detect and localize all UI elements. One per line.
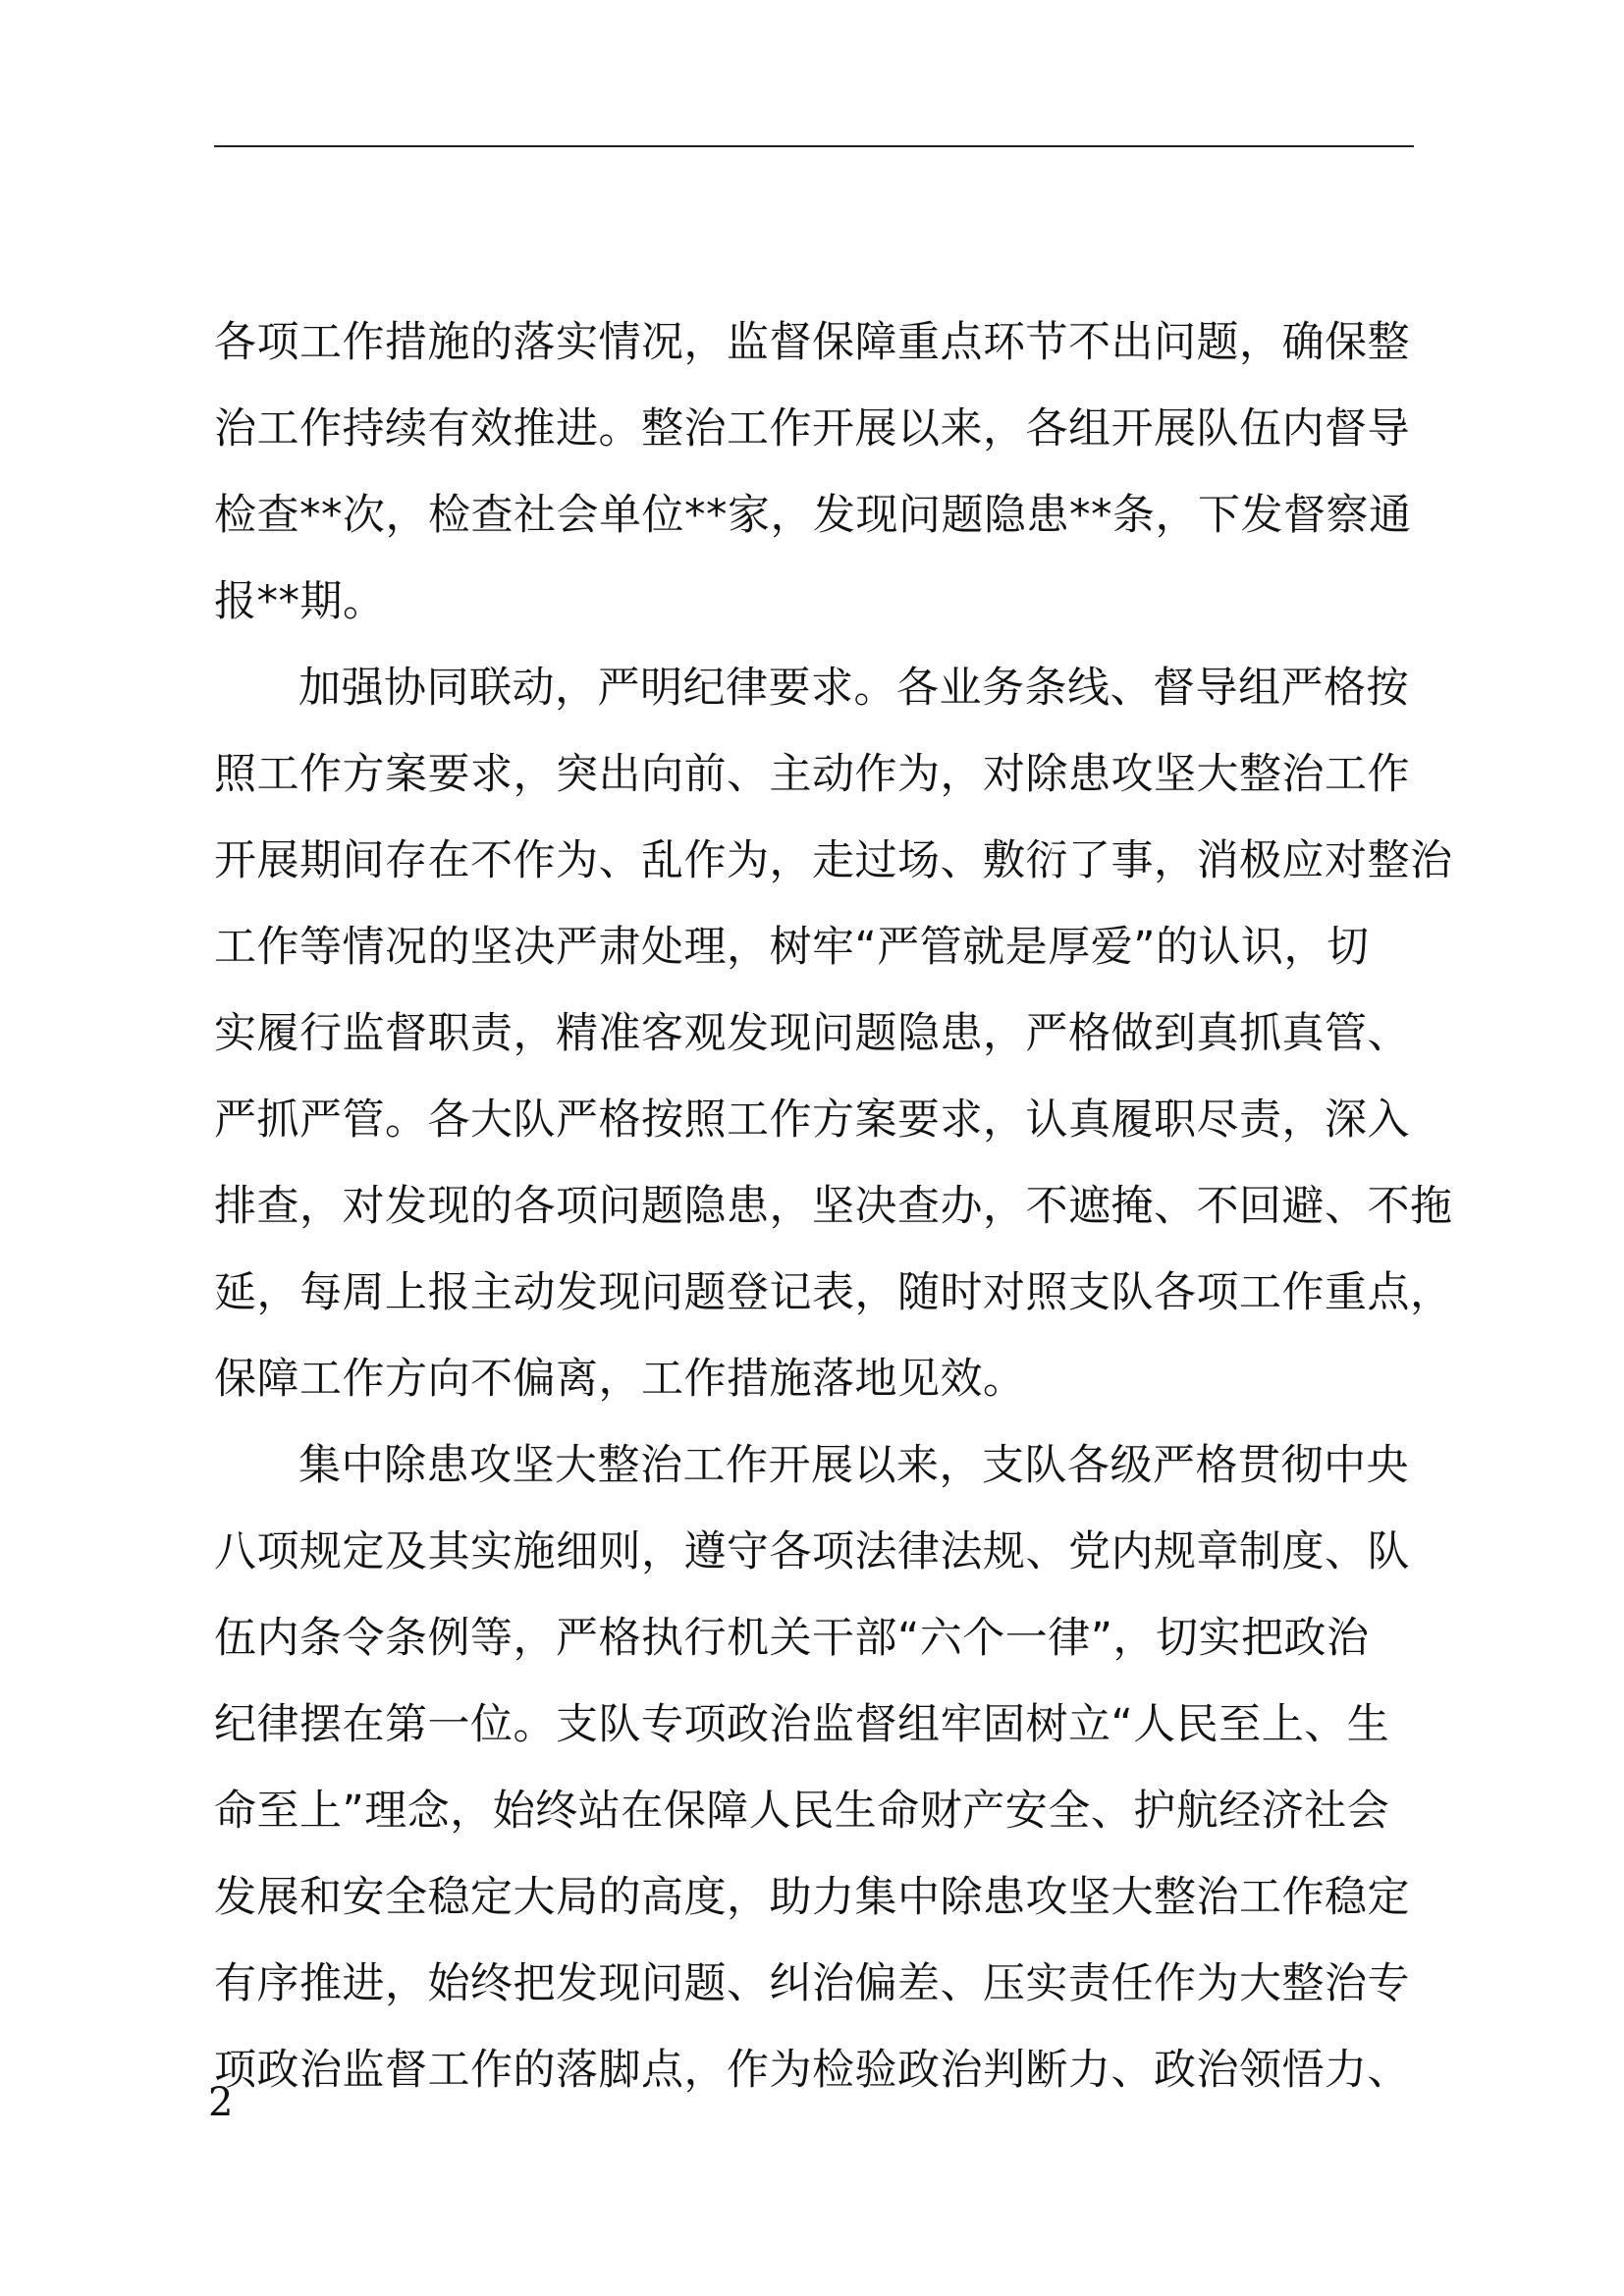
header-rule xyxy=(214,145,1414,147)
text-line: 治工作持续有效推进。整治工作开展以来，各组开展队伍内督导 xyxy=(214,404,1410,454)
text-line: 检查**次，检查社会单位**家，发现问题隐患**条，下发督察通 xyxy=(214,491,1412,540)
text-line: 工作等情况的坚决严肃处理，树牢“严管就是厚爱”的认识，切 xyxy=(214,923,1370,972)
text-line: 报**期。 xyxy=(214,577,386,626)
text-line: 排查，对发现的各项问题隐患，坚决查办，不遮掩、不回避、不拖 xyxy=(214,1182,1453,1231)
text-line: 集中除患攻坚大整治工作开展以来，支队各级严格贯彻中央 xyxy=(298,1441,1409,1490)
text-line: 照工作方案要求，突出向前、主动作为，对除患攻坚大整治工作 xyxy=(214,750,1410,799)
paragraph-3 xyxy=(214,1422,1422,2113)
document-body xyxy=(214,299,1453,2113)
page-number: 2 xyxy=(208,2080,234,2125)
text-line: 实履行监督职责，精准客观发现问题隐患，严格做到真抓真管、 xyxy=(214,1009,1410,1058)
text-line: 严抓严管。各大队严格按照工作方案要求，认真履职尽责，深入 xyxy=(214,1095,1410,1145)
text-line: 发展和安全稳定大局的高度，助力集中除患攻坚大整治工作稳定 xyxy=(214,1873,1410,1922)
paragraph-1 xyxy=(214,299,1422,645)
text-line: 开展期间存在不作为、乱作为，走过场、敷衍了事，消极应对整治 xyxy=(214,836,1453,885)
text-line: 保障工作方向不偏离，工作措施落地见效。 xyxy=(214,1355,1026,1404)
text-line: 延，每周上报主动发现问题登记表，随时对照支队各项工作重点， xyxy=(214,1268,1453,1317)
text-line: 伍内条令条例等，严格执行机关干部“六个一律”，切实把政治 xyxy=(214,1614,1370,1663)
text-line: 命至上”理念，始终站在保障人民生命财产安全、护航经济社会 xyxy=(214,1787,1390,1836)
text-line: 项政治监督工作的落脚点，作为检验政治判断力、政治领悟力、 xyxy=(214,2046,1410,2095)
text-line: 各项工作措施的落实情况，监督保障重点环节不出问题，确保整 xyxy=(214,318,1410,367)
text-line: 纪律摆在第一位。支队专项政治监督组牢固树立“人民至上、生 xyxy=(214,1700,1390,1749)
text-line: 有序推进，始终把发现问题、纠治偏差、压实责任作为大整治专 xyxy=(214,1959,1410,2008)
text-line: 加强协同联动，严明纪律要求。各业务条线、督导组严格按 xyxy=(298,664,1409,713)
text-line: 八项规定及其实施细则，遵守各项法律法规、党内规章制度、队 xyxy=(214,1527,1410,1576)
paragraph-2 xyxy=(214,645,1453,1422)
